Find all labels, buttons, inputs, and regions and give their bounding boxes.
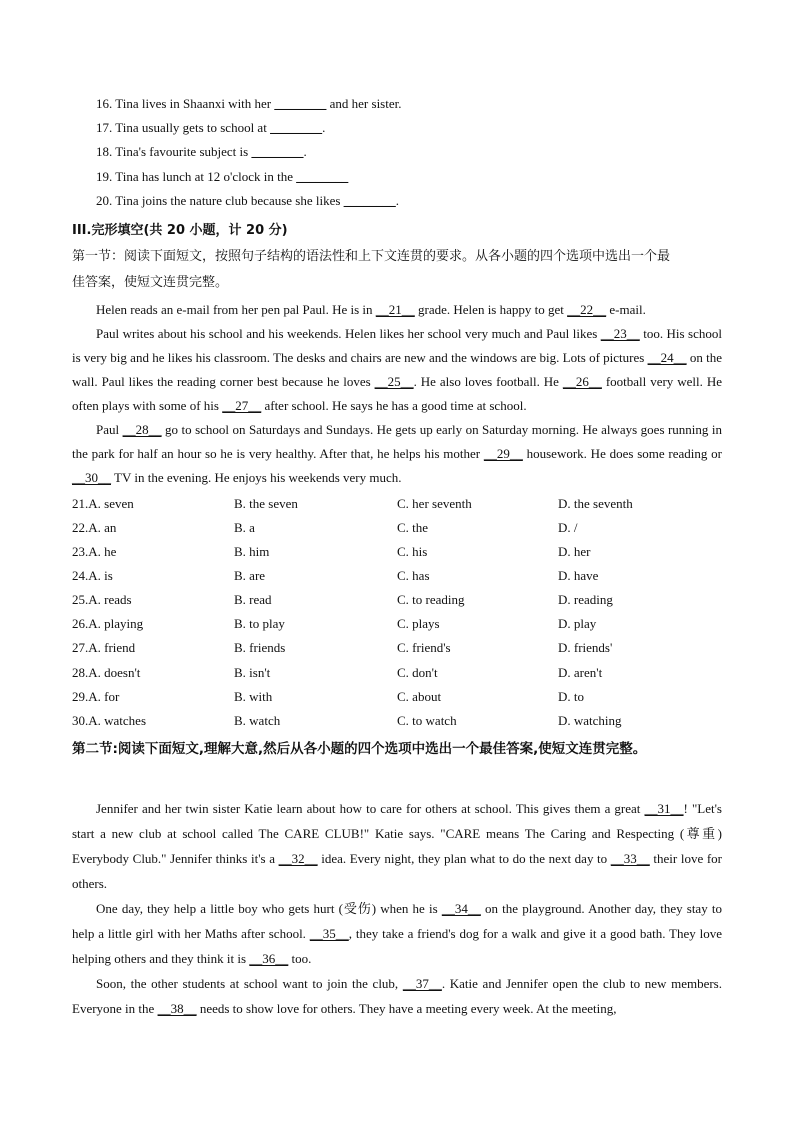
option-d: D. /: [558, 520, 578, 535]
question-16: [96, 96, 401, 112]
option-a: A. for: [88, 689, 120, 704]
answer-blank: ________: [296, 169, 349, 184]
question-17: [96, 120, 325, 136]
passage-paragraph: [72, 971, 722, 1021]
option-b: B. him: [234, 544, 270, 559]
text: their love for others.: [72, 851, 722, 891]
option-c: C. has: [397, 568, 430, 583]
text: needs to show love for others. They have a meeting every week. At the meeting,: [196, 1001, 617, 1016]
text: go to school on Saturdays and Sundays. He gets up early on Saturday morning. He always goes running in the park for half an hour so he is very healthy. After that, he helps his mother: [72, 422, 722, 461]
option-b: B. are: [234, 568, 266, 583]
passage-2: [72, 796, 722, 1021]
passage-paragraph: [72, 896, 722, 971]
option-row-26: [72, 616, 143, 632]
option-row-21: [72, 496, 134, 512]
text: grade. Helen is happy to get: [414, 302, 568, 317]
text: TV in the evening. He enjoys his weekends very much.: [111, 470, 402, 485]
option-a: A. reads: [88, 592, 132, 607]
question-text: 18. Tina's favourite subject is: [96, 144, 252, 159]
text: Helen reads an e-mail from her pen pal Paul. He is in: [96, 302, 376, 317]
option-c: C. to reading: [397, 592, 465, 607]
blank-25: __25__: [374, 374, 414, 389]
option-d: D. friends': [558, 640, 613, 655]
passage-paragraph: [72, 796, 722, 896]
option-b: B. friends: [234, 640, 286, 655]
part1-instruction-line1: 第一节：阅读下面短文，按照句子结构的语法性和上下文连贯的要求。从各小题的四个选项中选出一个最: [72, 249, 671, 264]
blank-28: __28__: [122, 422, 162, 437]
text: too.: [288, 951, 312, 966]
option-c: C. friend's: [397, 640, 451, 655]
question-text: 17. Tina usually gets to school at: [96, 120, 271, 135]
part2-instruction: 第二节:阅读下面短文,理解大意,然后从各小题的四个选项中选出一个最佳答案,使短文连贯完整。: [72, 741, 647, 757]
blank-36: __36__: [249, 951, 289, 966]
option-a: A. seven: [88, 496, 134, 511]
option-row-28: [72, 665, 140, 681]
option-c: C. about: [397, 689, 442, 704]
option-row-30: [72, 713, 146, 729]
question-text: 19. Tina has lunch at 12 o'clock in the: [96, 169, 297, 184]
answer-blank: ________: [251, 144, 304, 159]
option-d: D. to: [558, 689, 584, 704]
question-text: and her sister.: [326, 96, 402, 111]
question-text: .: [303, 144, 307, 159]
option-b: B. read: [234, 592, 272, 607]
option-c: C. to watch: [397, 713, 457, 728]
passage-paragraph: [72, 322, 722, 418]
option-a: A. doesn't: [88, 665, 141, 680]
answer-blank: ________: [270, 120, 323, 135]
passage-paragraph: [72, 298, 722, 322]
blank-27: __27__: [222, 398, 262, 413]
text: on the wall. Paul likes the reading corner best because he loves: [72, 350, 722, 389]
blank-37: __37__: [402, 976, 442, 991]
option-d: D. reading: [558, 592, 613, 607]
option-row-24: [72, 568, 113, 584]
question-text: 16. Tina lives in Shaanxi with her: [96, 96, 275, 111]
option-b: B. to play: [234, 616, 285, 631]
text: ! "Let's start a new club at school called The CARE CLUB!" Katie says. "CARE means The Caring and Respecting (尊重) Everybody Club." Jennifer thinks it's a: [72, 801, 722, 866]
option-c: C. the: [397, 520, 429, 535]
text: housework. He does some reading or: [522, 446, 722, 461]
question-number: 22.: [72, 520, 89, 535]
question-number: 24.: [72, 568, 89, 583]
option-row-27: [72, 640, 135, 656]
option-row-23: [72, 544, 116, 560]
blank-22: __22__: [567, 302, 607, 317]
blank-23: __23__: [600, 326, 640, 341]
text: too. His school is very big and he likes his classroom. The desks and chairs are new and the windows are big. Lots of pictures: [72, 326, 722, 365]
blank-26: __26__: [562, 374, 602, 389]
text: e-mail.: [606, 302, 646, 317]
text: Jennifer and her twin sister Katie learn about how to care for others at school. This gives them a great: [96, 801, 645, 816]
text: , they take a friend's dog for a walk and give it a good bath. They love helping others and they think it is: [72, 926, 722, 966]
option-c: C. her seventh: [397, 496, 472, 511]
option-b: B. watch: [234, 713, 281, 728]
question-number: 23.: [72, 544, 89, 559]
text: Paul: [96, 422, 123, 437]
option-row-29: [72, 689, 119, 705]
question-text: .: [395, 193, 399, 208]
option-a: A. is: [88, 568, 113, 583]
option-d: D. have: [558, 568, 599, 583]
option-row-22: [72, 520, 116, 536]
part1-instruction-line2: 佳答案，使短文连贯完整。: [72, 275, 229, 290]
option-d: D. aren't: [558, 665, 603, 680]
question-number: 29.: [72, 689, 89, 704]
blank-33: __33__: [610, 851, 650, 866]
question-20: [96, 193, 399, 209]
option-b: B. with: [234, 689, 273, 704]
option-b: B. isn't: [234, 665, 271, 680]
question-18: [96, 144, 307, 160]
option-c: C. plays: [397, 616, 440, 631]
blank-21: __21__: [375, 302, 415, 317]
blank-31: __31__: [644, 801, 684, 816]
text: idea. Every night, they plan what to do the next day to: [317, 851, 611, 866]
passage-1: [72, 298, 722, 490]
option-a: A. friend: [88, 640, 136, 655]
blank-35: __35__: [309, 926, 349, 941]
question-number: 30.: [72, 713, 89, 728]
text: on the playground. Another day, they stay to help a little girl with her Maths after school.: [72, 901, 722, 941]
option-a: A. playing: [88, 616, 144, 631]
option-d: D. watching: [558, 713, 622, 728]
option-a: A. an: [88, 520, 117, 535]
option-d: D. her: [558, 544, 591, 559]
option-c: C. his: [397, 544, 428, 559]
option-b: B. the seven: [234, 496, 298, 511]
section-title: III.完形填空(共 20 小题，计 20 分): [72, 223, 288, 238]
blank-29: __29__: [483, 446, 523, 461]
text: Paul writes about his school and his weekends. Helen likes her school very much and Paul likes: [96, 326, 601, 341]
text: . He also loves football. He: [413, 374, 563, 389]
question-number: 25.: [72, 592, 89, 607]
option-a: A. he: [88, 544, 117, 559]
question-text: .: [322, 120, 326, 135]
question-number: 21.: [72, 496, 89, 511]
answer-blank: ________: [343, 193, 396, 208]
text: One day, they help a little boy who gets hurt (受伤) when he is: [96, 901, 442, 916]
question-text: 20. Tina joins the nature club because she likes: [96, 193, 344, 208]
text: football very well. He often plays with some of his: [72, 374, 722, 413]
option-b: B. a: [234, 520, 255, 535]
blank-32: __32__: [278, 851, 318, 866]
passage-paragraph: [72, 418, 722, 490]
text: after school. He says he has a good time at school.: [261, 398, 527, 413]
blank-38: __38__: [157, 1001, 197, 1016]
text: Soon, the other students at school want to join the club,: [96, 976, 403, 991]
answer-blank: ________: [274, 96, 327, 111]
blank-34: __34__: [441, 901, 481, 916]
question-19: [96, 169, 348, 185]
question-number: 26.: [72, 616, 89, 631]
option-row-25: [72, 592, 132, 608]
option-d: D. play: [558, 616, 597, 631]
option-c: C. don't: [397, 665, 438, 680]
option-a: A. watches: [88, 713, 147, 728]
question-number: 28.: [72, 665, 89, 680]
option-d: D. the seventh: [558, 496, 633, 511]
blank-24: __24__: [647, 350, 687, 365]
blank-30: __30__: [72, 470, 111, 485]
text: . Katie and Jennifer open the club to new members. Everyone in the: [72, 976, 722, 1016]
question-number: 27.: [72, 640, 89, 655]
